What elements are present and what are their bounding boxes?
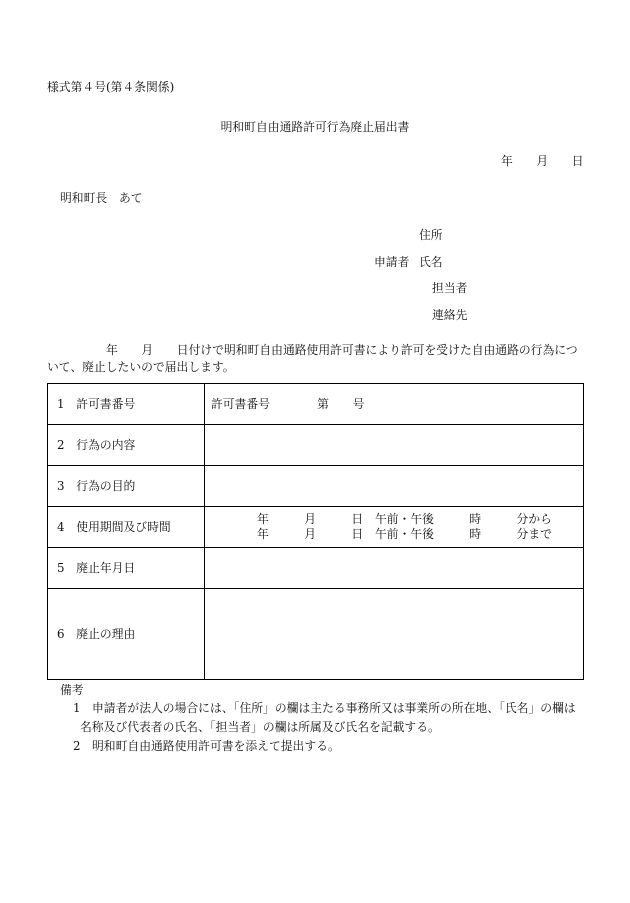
action-content-label: 2 行為の内容 <box>48 425 205 465</box>
permit-number-value: 許可書番号 第 号 <box>211 397 365 411</box>
action-purpose-label: 3 行為の目的 <box>48 466 205 506</box>
abolition-date-label: 5 廃止年月日 <box>48 548 205 588</box>
applicant-label: 申請者 <box>374 255 410 269</box>
abolition-reason-label: 6 廃止の理由 <box>48 589 205 679</box>
usage-period-to: 年 月 日 午前・午後 時 分まで <box>257 527 552 541</box>
applicant-name-label: 氏名 <box>419 255 443 269</box>
remark-text-line: 申請者が法人の場合には、「住所」の欄は主たる事務所又は事業所の所在地、「氏名」の欄は <box>92 701 576 715</box>
applicant-contact-label: 連絡先 <box>432 308 468 322</box>
usage-period-label: 4 使用期間及び時間 <box>48 507 205 547</box>
permit-number-field <box>205 384 583 424</box>
table-row <box>48 466 583 507</box>
usage-period-field <box>205 507 583 547</box>
abolition-reason-field <box>205 589 583 679</box>
applicant-address-label: 住所 <box>419 228 443 242</box>
form-table <box>47 383 584 680</box>
remark-text-line: 名称及び代表者の氏名、「担当者」の欄は所属及び氏名を記載する。 <box>80 720 440 734</box>
action-content-field <box>205 425 583 465</box>
table-row <box>48 425 583 466</box>
addressee: 明和町長 あて <box>60 191 143 205</box>
table-row <box>48 589 583 679</box>
table-row <box>48 548 583 589</box>
table-row <box>48 384 583 425</box>
usage-period-from: 年 月 日 午前・午後 時 分から <box>257 512 552 526</box>
remark-text-line: 明和町自由通路使用許可書を添えて提出する。 <box>92 739 340 753</box>
abolition-date-field <box>205 548 583 588</box>
date-line: 年 月 日 <box>501 154 584 168</box>
body-text-line: いて、廃止したいので届出します。 <box>47 360 235 374</box>
action-purpose-field <box>205 466 583 506</box>
remark-number: 2 <box>73 739 81 753</box>
permit-number-label: 1 許可書番号 <box>48 384 205 424</box>
applicant-contact-person-label: 担当者 <box>432 281 468 295</box>
remark-number: 1 <box>73 701 81 715</box>
form-number: 様式第４号(第４条関係) <box>47 80 175 94</box>
remarks-heading: 備考 <box>60 683 84 697</box>
table-row <box>48 507 583 548</box>
body-text-line: 年 月 日付けで明和町自由通路使用許可書により許可を受けた自由通路の行為につ <box>47 343 578 357</box>
page-title: 明和町自由通路許可行為廃止届出書 <box>220 120 410 134</box>
